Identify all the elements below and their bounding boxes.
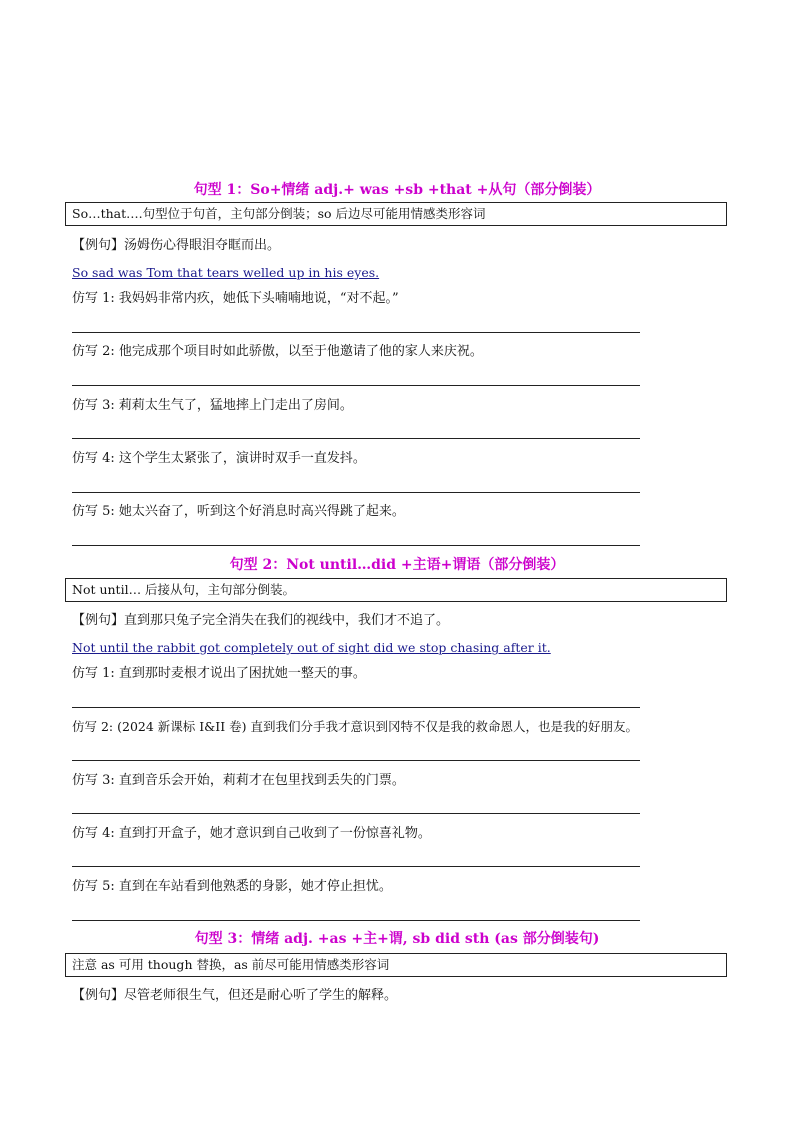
section-2-heading: 句型 2：Not until…did +主语+谓语（部分倒装） [229,557,565,573]
section-2-exercise-1: 仿写 1: 直到那时麦根才说出了困扰她一整天的事。 [72,666,366,681]
section-1-heading: 句型 1：So+情绪 adj.+ was +sb +that +从句（部分倒装） [193,182,601,198]
section-3-heading: 句型 3：情绪 adj. +as +主+谓, sb did sth (as 部分倒装句) [194,931,600,947]
section-2-exercise-3: 仿写 3: 直到音乐会开始，莉莉才在包里找到丢失的门票。 [72,773,405,788]
section-2-example-en: Not until the rabbit got completely out of sight did we stop chasing after it. [72,640,551,655]
section-2-exercise-2: 仿写 2: (2024 新课标 I&II 卷) 直到我们分手我才意识到冈特不仅是我的救命恩人，也是我的好朋友。 [72,719,639,734]
answer-line[interactable] [72,438,640,439]
answer-line[interactable] [72,545,640,546]
section-1-note-box: So…that….句型位于句首，主句部分倒装；so 后边尽可能用情感类形容词 [65,202,727,226]
section-1-exercise-1: 仿写 1: 我妈妈非常内疚，她低下头喃喃地说，“对不起。” [72,291,399,306]
section-1-example-cn: 【例句】汤姆伤心得眼泪夺眶而出。 [72,238,281,253]
section-1-exercise-3: 仿写 3: 莉莉太生气了，猛地摔上门走出了房间。 [72,398,353,413]
section-1-exercise-4: 仿写 4: 这个学生太紧张了，演讲时双手一直发抖。 [72,451,366,466]
section-2-exercise-5: 仿写 5: 直到在车站看到他熟悉的身影，她才停止担忧。 [72,879,392,894]
answer-line[interactable] [72,492,640,493]
answer-line[interactable] [72,385,640,386]
section-3-example-cn: 【例句】尽管老师很生气，但还是耐心听了学生的解释。 [72,988,398,1003]
section-1-example-en: So sad was Tom that tears welled up in his eyes. [72,265,380,280]
answer-line[interactable] [72,332,640,333]
answer-line[interactable] [72,866,640,867]
answer-line[interactable] [72,813,640,814]
answer-line[interactable] [72,920,640,921]
section-2-example-cn: 【例句】直到那只兔子完全消失在我们的视线中，我们才不追了。 [72,613,450,628]
section-2-note-box: Not until… 后接从句，主句部分倒装。 [65,578,727,602]
answer-line[interactable] [72,760,640,761]
section-1-exercise-5: 仿写 5: 她太兴奋了，听到这个好消息时高兴得跳了起来。 [72,504,405,519]
answer-line[interactable] [72,707,640,708]
section-2-exercise-4: 仿写 4: 直到打开盒子，她才意识到自己收到了一份惊喜礼物。 [72,826,431,841]
section-1-exercise-2: 仿写 2: 他完成那个项目时如此骄傲，以至于他邀请了他的家人来庆祝。 [72,344,483,359]
section-3-note-box: 注意 as 可用 though 替换，as 前尽可能用情感类形容词 [65,953,727,977]
